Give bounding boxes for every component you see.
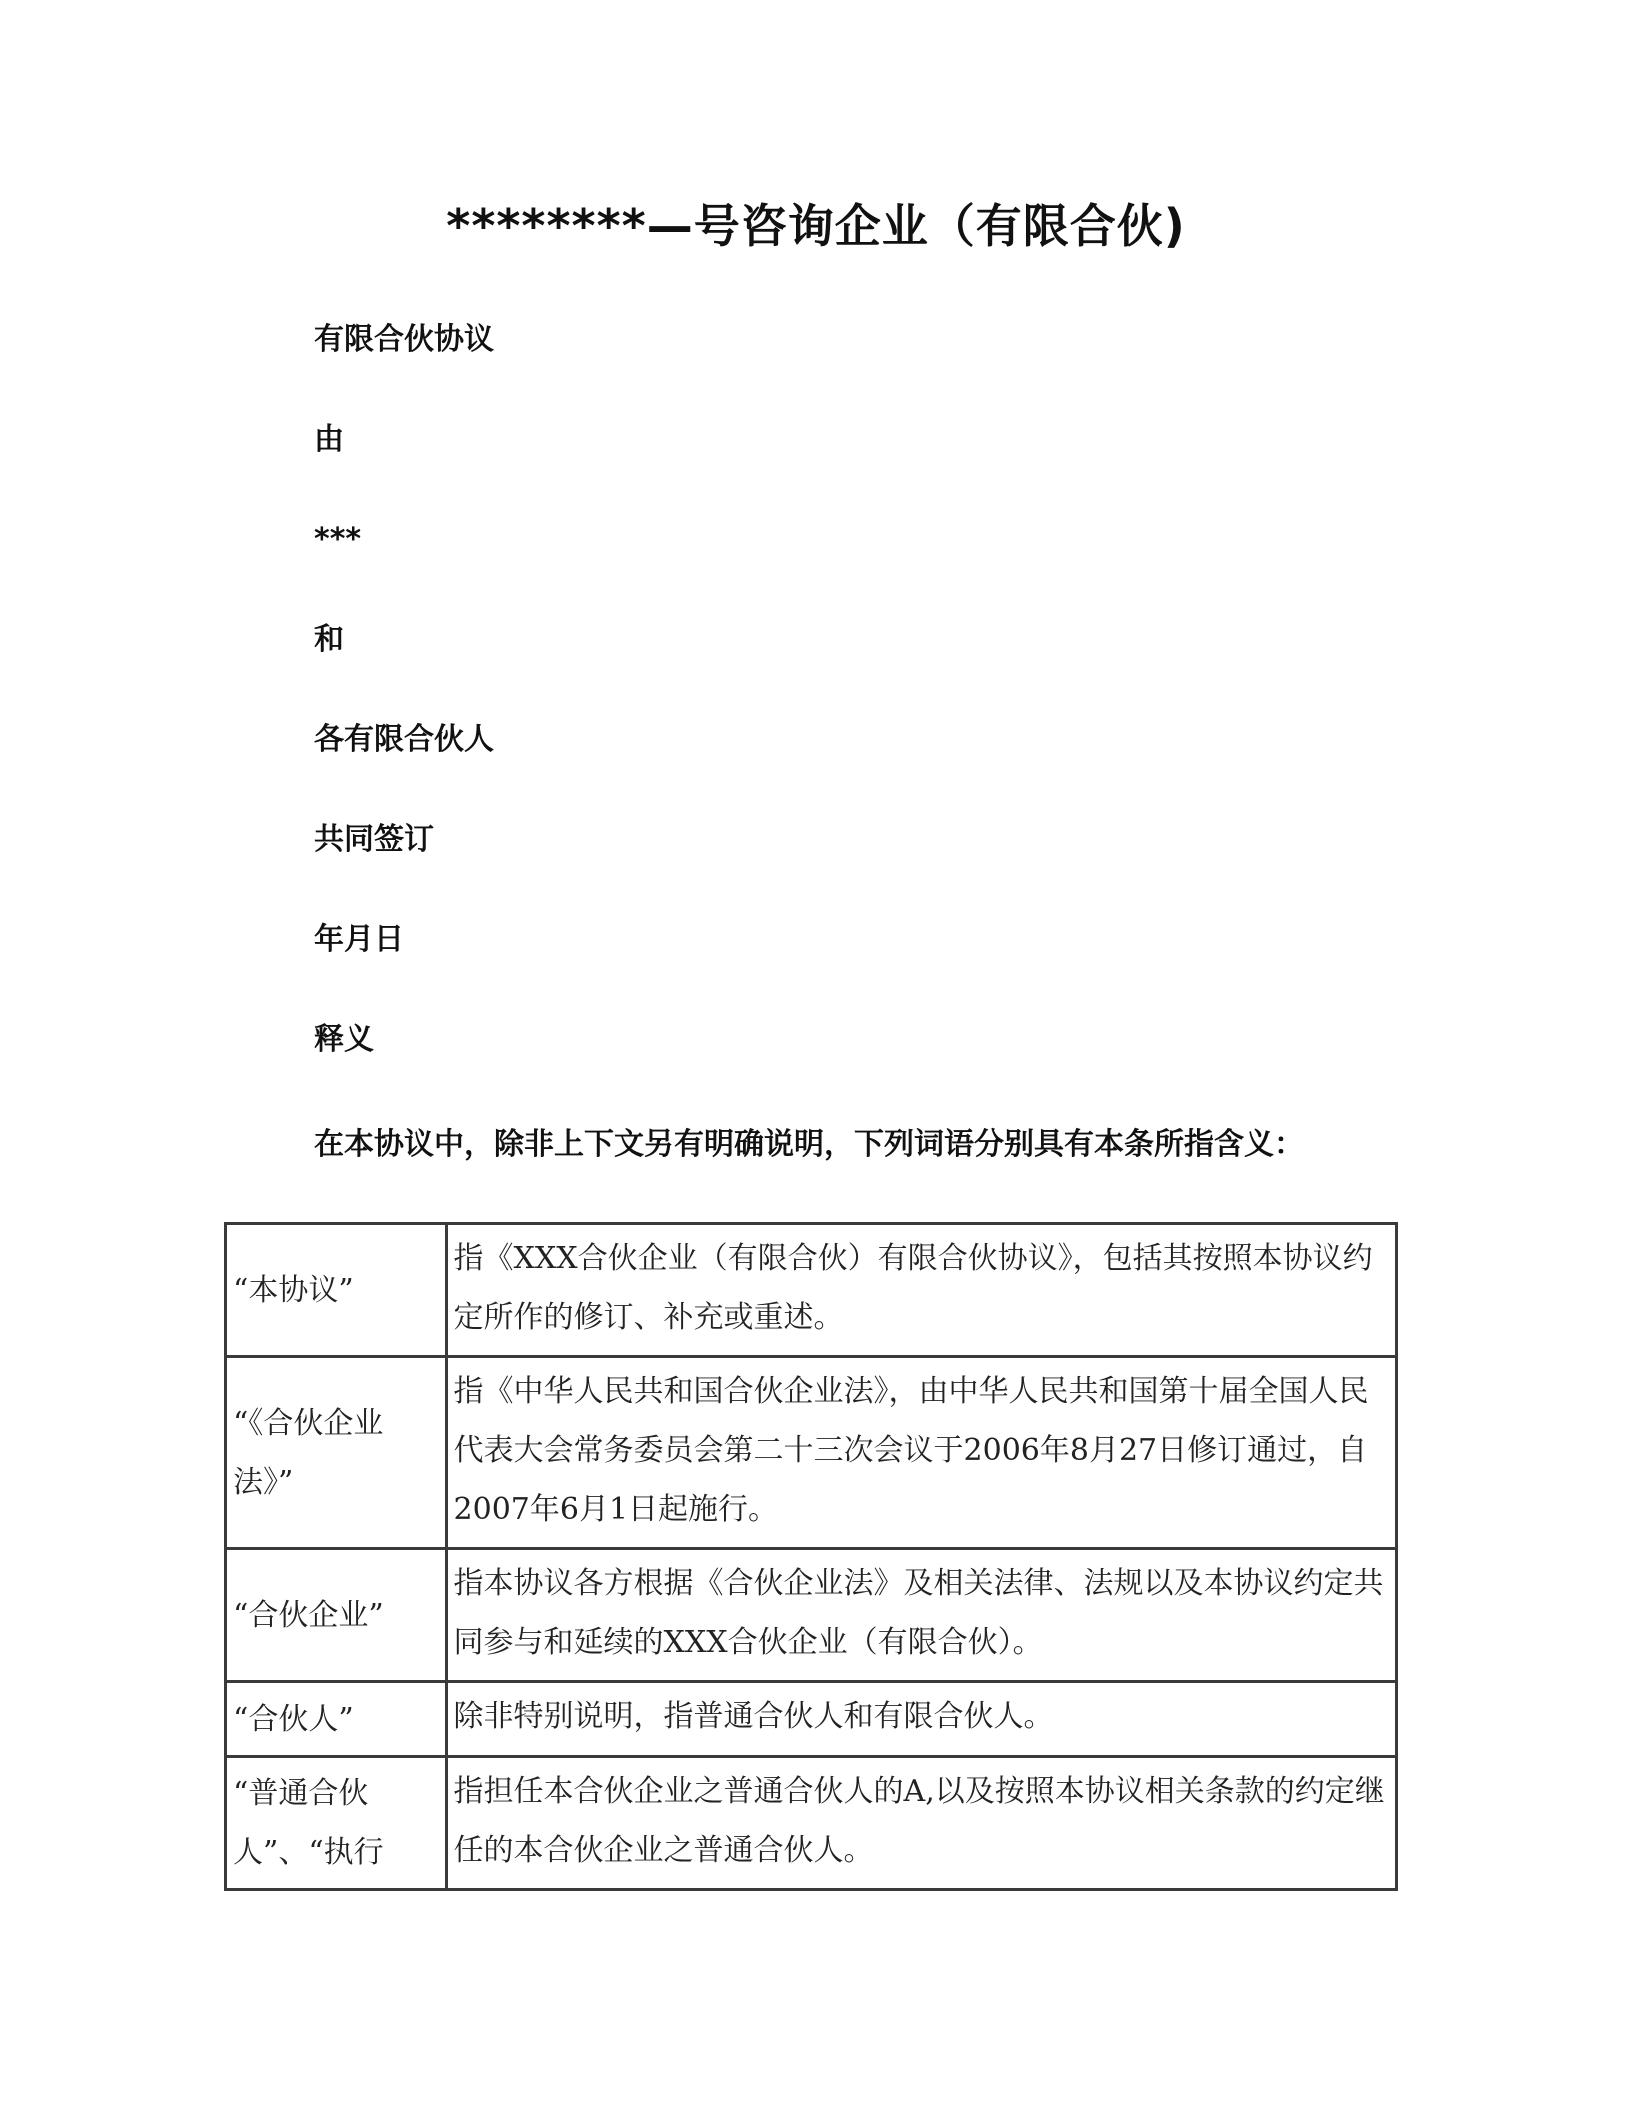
definitions-heading: 释义: [314, 1022, 374, 1057]
term-cell: [226, 1757, 447, 1890]
agreement-heading: 有限合伙协议: [314, 322, 494, 357]
definition-cell: 指《XXX合伙企业（有限合伙）有限合伙协议》，包括其按照本协议约定所作的修订、补充或重述。: [446, 1224, 1396, 1357]
table-row: [226, 1357, 1397, 1549]
and-label: 和: [314, 622, 344, 657]
definitions-table: [224, 1222, 1398, 1891]
definition-cell: 指本协议各方根据《合伙企业法》及相关法律、法规以及本协议约定共同参与和延续的XXX合伙企业（有限合伙）。: [446, 1549, 1396, 1682]
jointly-signed-label: 共同签订: [314, 822, 434, 857]
definition-cell: 指《中华人民共和国合伙企业法》，由中华人民共和国第十届全国人民代表大会常务委员会第二十三次会议于2006年8月27日修订通过，自2007年6月1日起施行。: [446, 1357, 1396, 1549]
term-cell: “本协议”: [226, 1224, 447, 1357]
definition-cell: 指担任本合伙企业之普通合伙人的A,以及按照本协议相关条款的约定继任的本合伙企业之普通合伙人。: [446, 1757, 1396, 1890]
definitions-intro: 在本协议中，除非上下文另有明确说明，下列词语分别具有本条所指含义：: [314, 1127, 1304, 1162]
term-cell: “合伙企业”: [226, 1549, 447, 1682]
date-line: 年月日: [314, 922, 404, 957]
table-row: [226, 1224, 1397, 1357]
table-row: [226, 1757, 1397, 1890]
by-label: 由: [314, 422, 344, 457]
table-row: [226, 1549, 1397, 1682]
definition-cell: 除非特别说明，指普通合伙人和有限合伙人。: [446, 1682, 1396, 1757]
table-row: [226, 1682, 1397, 1757]
term-cell: “合伙人”: [226, 1682, 447, 1757]
limited-partners-label: 各有限合伙人: [314, 722, 494, 757]
document-title: ********—号咨询企业（有限合伙): [446, 199, 1186, 253]
general-partner-name: ***: [314, 522, 362, 557]
term-cell: “《合伙企业法》”: [226, 1357, 447, 1549]
term-text: “普通合伙人”、“执行: [233, 1776, 384, 1870]
